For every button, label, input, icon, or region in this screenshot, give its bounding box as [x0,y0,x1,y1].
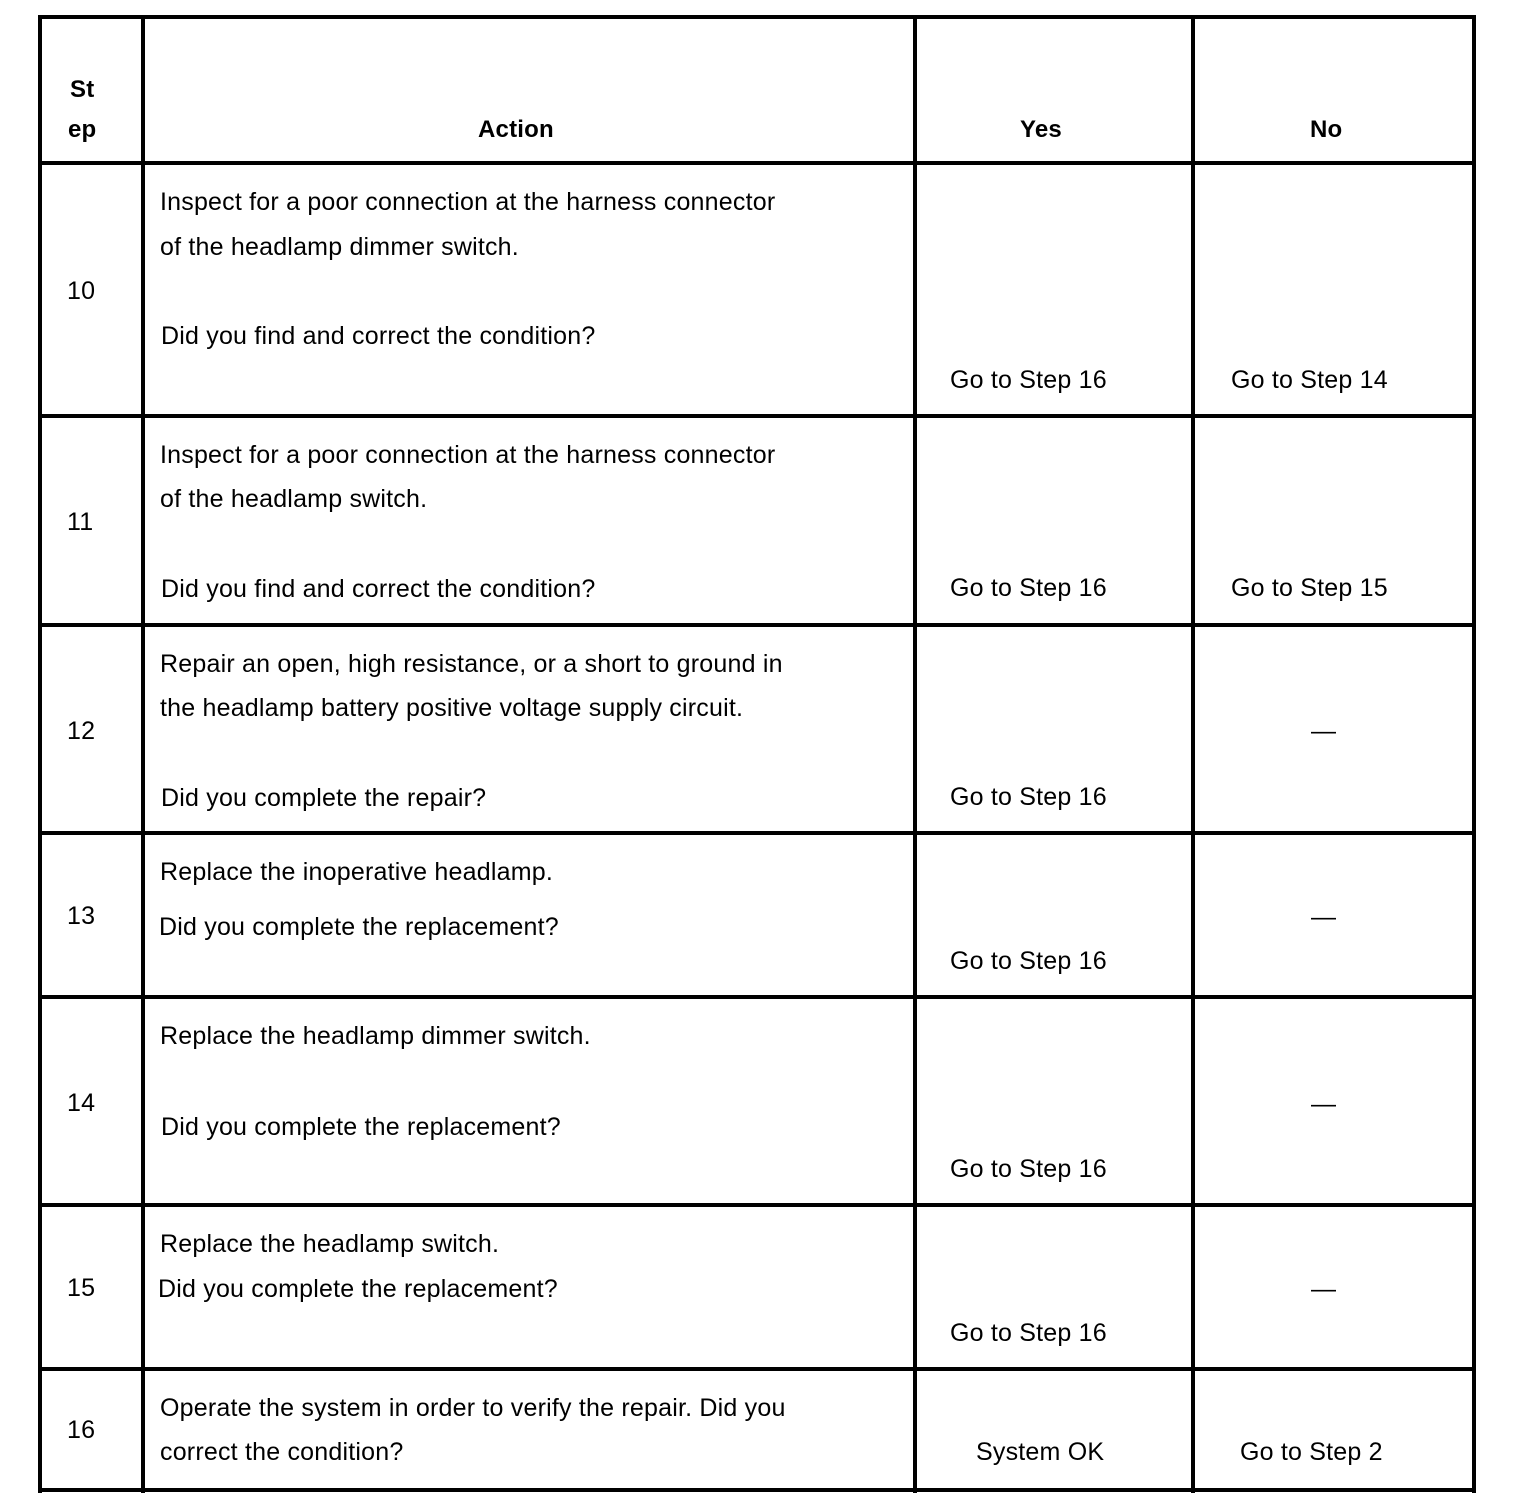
header-step-line2: ep [68,116,97,143]
header-step-line1: St [70,76,95,103]
step-number: 12 [67,717,96,745]
table-border-top [38,15,1476,19]
yes-outcome: Go to Step 16 [950,947,1107,975]
yes-outcome: System OK [976,1438,1105,1466]
header-yes: Yes [1020,116,1062,143]
header-no: No [1310,116,1343,143]
header-divider [38,161,1476,165]
yes-outcome: Go to Step 16 [950,783,1107,811]
column-divider-yes-no [1191,15,1195,1493]
row-divider [38,414,1476,418]
action-text: Replace the headlamp switch. [160,1230,500,1258]
row-divider [38,1367,1476,1371]
yes-outcome: Go to Step 16 [950,1155,1107,1183]
action-question: Did you complete the repair? [161,784,487,812]
step-number: 13 [67,902,96,930]
yes-outcome: Go to Step 16 [950,1319,1107,1347]
action-text: Repair an open, high resistance, or a short to ground in [160,650,783,678]
table-border-bottom [38,1488,1476,1492]
action-question: Did you complete the replacement? [161,1113,561,1141]
column-divider-step-action [141,15,145,1493]
action-question: Did you complete the replacement? [159,913,559,941]
action-text: Replace the inoperative headlamp. [160,858,553,886]
row-divider [38,995,1476,999]
no-outcome: Go to Step 15 [1231,574,1388,602]
no-outcome: Go to Step 2 [1240,1438,1383,1466]
action-text: the headlamp battery positive voltage supply circuit. [160,694,744,722]
no-outcome: — [1311,717,1337,745]
action-text: Inspect for a poor connection at the harness connector [160,441,776,469]
yes-outcome: Go to Step 16 [950,574,1107,602]
step-number: 11 [67,508,94,536]
no-outcome: Go to Step 14 [1231,366,1388,394]
step-number: 10 [67,277,96,305]
action-text: Inspect for a poor connection at the harness connector [160,188,776,216]
row-divider [38,831,1476,835]
action-text: of the headlamp dimmer switch. [160,233,519,261]
action-question: Did you find and correct the condition? [161,575,596,603]
row-divider [38,623,1476,627]
step-number: 16 [67,1416,96,1444]
step-number: 14 [67,1089,96,1117]
no-outcome: — [1311,903,1337,931]
no-outcome: — [1311,1090,1337,1118]
action-text: of the headlamp switch. [160,485,428,513]
row-divider [38,1203,1476,1207]
table-border-left [38,15,42,1493]
no-outcome: — [1311,1275,1337,1303]
action-question: Did you find and correct the condition? [161,322,596,350]
column-divider-action-yes [913,15,917,1493]
table-border-right [1472,15,1476,1493]
action-text: Replace the headlamp dimmer switch. [160,1022,591,1050]
yes-outcome: Go to Step 16 [950,366,1107,394]
step-number: 15 [67,1274,96,1302]
action-question: correct the condition? [160,1438,404,1466]
action-question: Did you complete the replacement? [158,1275,558,1303]
action-text: Operate the system in order to verify the repair. Did you [160,1394,786,1422]
header-action: Action [478,116,554,143]
